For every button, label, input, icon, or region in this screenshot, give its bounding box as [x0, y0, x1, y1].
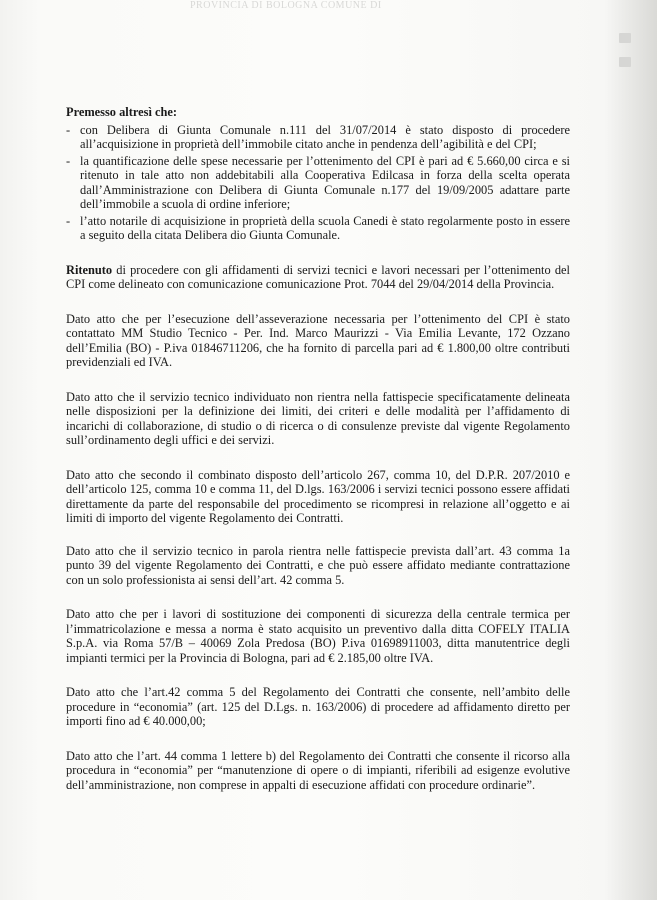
premises-list [66, 123, 570, 243]
bullet-dash-icon: - [66, 213, 71, 228]
ritenuto-paragraph: Ritenuto di procedere con gli affidamenti di servizi tecnici e lavori necessari per l’ottenimento del CPI come delineato con comunicazione comunicazione Prot. 7044 del 29/04/2014 della Provincia. [66, 262, 570, 291]
paragraph: Dato atto che l’art. 44 comma 1 lettere b) del Regolamento dei Contratti che consente il ricorso alla procedura in “economia” per “manutenzione di opere o di impianti, riferibili ad esigenze evolutive dell’amministrazione, non comprese in appalti di esecuzione affidati con procedure ordinarie”. [66, 748, 570, 792]
paragraph: Dato atto che l’art.42 comma 5 del Regolamento dei Contratti che consente, nell’ambito delle procedure in “economia” (art. 125 del D.Lgs. n. 163/2006) di procedere ad affidamento diretto per importi fino ad € 40.000,00; [66, 685, 570, 728]
document-body [66, 105, 570, 792]
bullet-dash-icon: - [66, 122, 71, 137]
list-item: - con Delibera di Giunta Comunale n.111 del 31/07/2014 è stato disposto di procedere all’acquisizione in proprietà dell’immobile citato anche in pendenza dell’agibilità e del CPI; [66, 122, 570, 151]
paragraph: Dato atto che per i lavori di sostituzione dei componenti di sicurezza della centrale termica per l’immatricolazione e messa a norma è stato acquisito un preventivo dalla ditta COFELY ITALIA S.p.A. via Roma 57/B – 40069 Zola Predosa (BO) P.iva 01698911003, ditta manutentrice degli impianti termici per la Provincia di Bologna, pari ad € 2.185,00 oltre IVA. [66, 607, 570, 665]
section-heading: Premesso altresì che: [66, 105, 178, 119]
ritenuto-lead: Ritenuto [66, 262, 113, 277]
header-bleed-through: PROVINCIA DI BOLOGNA COMUNE DI [190, 0, 382, 11]
scan-margin-mark [619, 33, 631, 43]
paragraph: Dato atto che per l’esecuzione dell’asseverazione necessaria per l’ottenimento del CPI è stato contattato MM Studio Tecnico - Per. Ind. Marco Maurizzi - Via Emilia Levante, 172 Ozzano dell’Emilia (BO) - P.iva 01846711206, che ha fornito di parcella pari ad € 1.800,00 oltre contributi previdenziali ed IVA. [66, 311, 570, 369]
bullet-dash-icon: - [66, 153, 71, 168]
paragraph: Dato atto che il servizio tecnico in parola rientra nelle fattispecie prevista dall’art. 43 comma 1a punto 39 del vigente Regolamento dei Contratti, e che può essere affidato mediante contrattazione con un solo professionista ai sensi dell’art. 42 comma 5. [66, 543, 570, 587]
scan-margin-mark [619, 57, 631, 67]
paragraph: Dato atto che il servizio tecnico individuato non rientra nella fattispecie specificatamente delineata nelle disposizioni per la definizione dei limiti, dei criteri e delle modalità per l’affidamento di incarichi di collaborazione, di studio o di ricerca o di consulenze previste dal vigente Regolamento sull’ordinamento degli uffici e dei servizi. [66, 389, 570, 447]
list-item: - l’atto notarile di acquisizione in proprietà della scuola Canedi è stato regolarmente posto in essere a seguito della citata Delibera dio Giunta Comunale. [66, 213, 570, 242]
list-item: - la quantificazione delle spese necessarie per l’ottenimento del CPI è pari ad € 5.660,00 circa e si ritenuto in tale atto non addebitabili alla Cooperativa Edilcasa in forza della scelta operata dall’Amministrazione con Delibera di Giunta Comunale n.177 del 19/09/2005 adattare parte dell’immobile a scuola di ordine inferiore; [66, 153, 570, 211]
paragraph: Dato atto che secondo il combinato disposto dell’articolo 267, comma 10, del D.P.R. 207/2010 e dell’articolo 125, comma 10 e comma 11, del D.lgs. 163/2006 i servizi tecnici possono essere affidati direttamente da parte del responsabile del procedimento se ricompresi in relazione all’oggetto e ai limiti di importo del vigente Regolamento dei Contratti. [66, 467, 570, 525]
